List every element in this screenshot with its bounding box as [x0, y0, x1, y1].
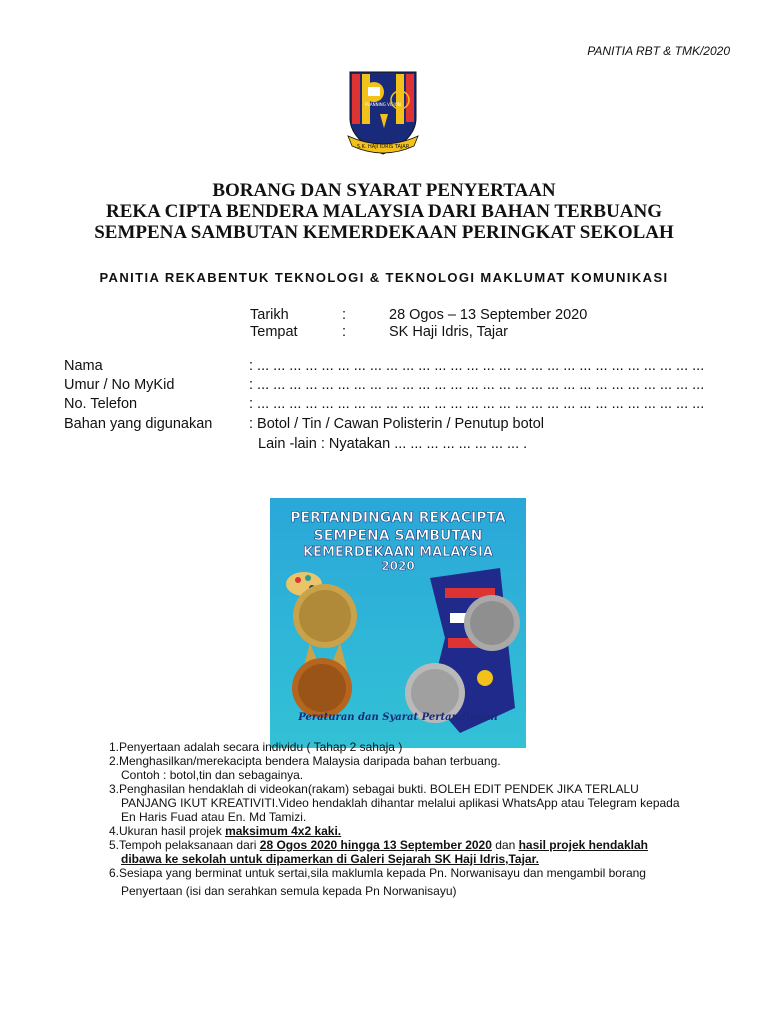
- form-row-telefon: [64, 396, 744, 414]
- rule-5-and: dan: [491, 838, 519, 852]
- date-label: Tarikh: [250, 307, 289, 323]
- rule-5-project: hasil projek hendaklah: [518, 838, 648, 852]
- document-title: [0, 180, 768, 243]
- rule-5-cont: [109, 852, 729, 866]
- form-row-lain: [64, 436, 744, 454]
- nama-label: Nama: [64, 358, 103, 374]
- poster-title-2: SEMPENA SAMBUTAN: [313, 528, 483, 544]
- rule-5: [109, 838, 729, 852]
- svg-text:PLANNING VISION: PLANNING VISION: [365, 102, 401, 107]
- telefon-field[interactable]: : ... ... ... ... ... ... ... ... ... ... ... ... ... ... ... ... ... ... ... ... ... ... ... ... ... ... ... ...: [249, 396, 705, 412]
- poster-title-3: KEMERDEKAAN MALAYSIA: [303, 545, 493, 560]
- rule-2: 2.Menghasilkan/merekacipta bendera Malaysia daripada bahan terbuang.: [109, 754, 501, 768]
- place-label: Tempat: [250, 324, 298, 340]
- poster-year: 2020: [381, 559, 415, 573]
- rule-4: [109, 824, 729, 838]
- telefon-label: No. Telefon: [64, 396, 138, 412]
- date-value: 28 Ogos – 13 September 2020: [389, 307, 588, 323]
- rule-2-example: Contoh : botol,tin dan sebagainya.: [121, 768, 304, 782]
- bahan-value: : Botol / Tin / Cawan Polisterin / Penutup botol: [249, 416, 544, 432]
- nama-field[interactable]: : ... ... ... ... ... ... ... ... ... ... ... ... ... ... ... ... ... ... ... ... ... ... ... ... ... ... ... ...: [249, 358, 705, 374]
- event-date-row: [0, 307, 768, 325]
- rule-3-cont-2: En Haris Fuad atau En. Md Tamizi.: [121, 810, 307, 824]
- rule-1: 1.Penyertaan adalah secara individu ( Tahap 2 sahaja ): [109, 740, 403, 754]
- rule-3: 3.Penghasilan hendaklah di videokan(rakam) sebagai bukti. BOLEH EDIT PENDEK JIKA TERLALU: [109, 782, 639, 796]
- title-line-1: BORANG DAN SYARAT PENYERTAAN: [212, 180, 556, 201]
- event-place-row: [0, 324, 768, 342]
- lain-field[interactable]: Lain -lain : Nyatakan ... ... ... ... ... ... ... ... .: [258, 436, 528, 452]
- bahan-label: Bahan yang digunakan: [64, 416, 213, 432]
- svg-text:S.K. HAJI IDRIS TAJAR: S.K. HAJI IDRIS TAJAR: [356, 144, 410, 150]
- rule-6-cont: Penyertaan (isi dan serahkan semula kepada Pn Norwanisayu): [121, 884, 457, 898]
- rule-5-dates: 28 Ogos 2020 hingga 13 September 2020: [259, 838, 492, 852]
- competition-poster: [270, 498, 526, 748]
- document-code: PANITIA RBT & TMK/2020: [587, 44, 730, 58]
- poster-caption: Peraturan dan Syarat Pertandingan: [298, 712, 498, 723]
- form-row-nama: [64, 358, 744, 376]
- umur-label: Umur / No MyKid: [64, 377, 175, 393]
- rule-3-cont-1: PANJANG IKUT KREATIVITI.Video hendaklah dihantar melalui aplikasi WhatsApp atau Telegram kepada: [121, 796, 680, 810]
- colon: :: [342, 324, 347, 340]
- form-row-bahan: [64, 416, 744, 434]
- umur-field[interactable]: : ... ... ... ... ... ... ... ... ... ... ... ... ... ... ... ... ... ... ... ... ... ... ... ... ... ... ... ...: [249, 377, 705, 393]
- school-crest-logo: [344, 70, 422, 160]
- rule-4-text: 4.Ukuran hasil projek: [109, 824, 226, 838]
- place-value: SK Haji Idris, Tajar: [389, 324, 508, 340]
- title-line-2: REKA CIPTA BENDERA MALAYSIA DARI BAHAN TERBUANG: [105, 201, 663, 222]
- committee-heading: PANITIA REKABENTUK TEKNOLOGI & TEKNOLOGI MAKLUMAT KOMUNIKASI: [99, 270, 669, 285]
- rule-4-size: maksimum 4x2 kaki.: [225, 824, 342, 838]
- rosette-third: [292, 658, 352, 718]
- rule-6: 6.Sesiapa yang berminat untuk sertai,sila maklumla kepada Pn. Norwanisayu dan mengambil borang: [109, 866, 646, 880]
- rule-5-text: 5.Tempoh pelaksanaan dari: [109, 838, 260, 852]
- colon: :: [342, 307, 347, 323]
- rosette-second: [464, 595, 520, 651]
- title-line-3: SEMPENA SAMBUTAN KEMERDEKAAN PERINGKAT SEKOLAH: [94, 222, 674, 243]
- rule-5-gallery: dibawa ke sekolah untuk dipamerkan di Galeri Sejarah SK Haji Idris,Tajar.: [121, 852, 539, 866]
- form-row-umur: [64, 377, 744, 395]
- poster-title-1: PERTANDINGAN REKACIPTA: [290, 510, 506, 526]
- rules-list: [109, 740, 729, 898]
